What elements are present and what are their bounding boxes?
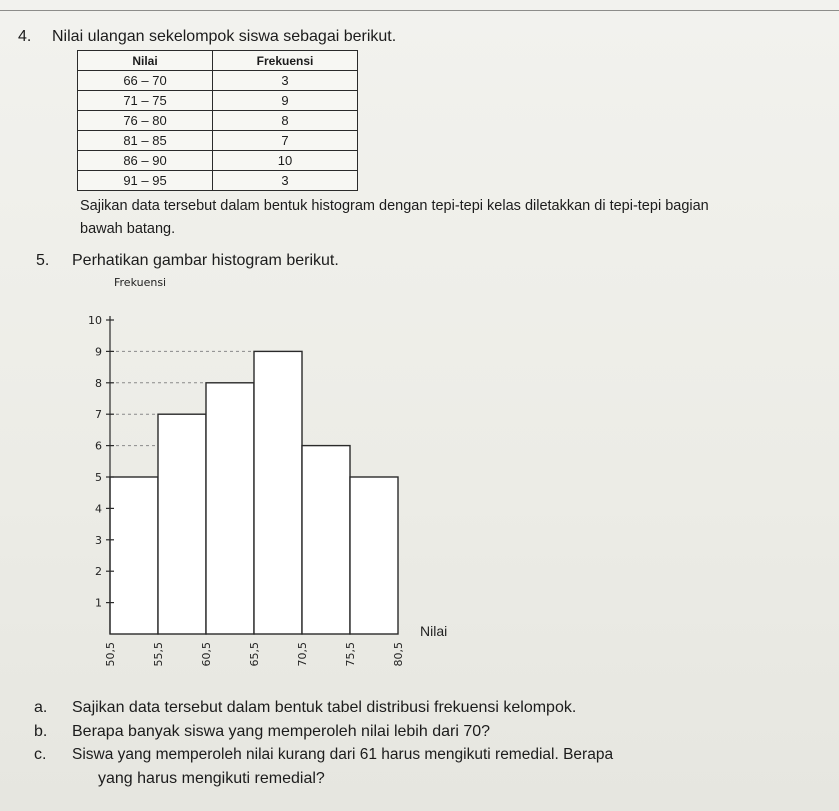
table-cell-frekuensi: 9 [213, 91, 358, 111]
page-top-rule [0, 10, 839, 11]
table-cell-nilai: 76 – 80 [78, 111, 213, 131]
y-tick-label: 7 [95, 408, 102, 422]
table-cell-nilai: 71 – 75 [78, 91, 213, 111]
table-cell-nilai: 91 – 95 [78, 171, 213, 191]
y-tick-label: 4 [95, 502, 102, 516]
sub-question-c-label: c. [34, 746, 47, 763]
histogram-bar [206, 383, 254, 634]
y-axis-title: Frekuensi [114, 276, 167, 289]
x-tick-label: 70,5 [296, 642, 309, 667]
sub-question-c-text-continued: yang harus mengikuti remedial? [98, 770, 325, 787]
x-tick-label: 55,5 [152, 642, 165, 667]
y-tick-label: 6 [95, 439, 102, 453]
question-4-text: Nilai ulangan sekelompok siswa sebagai berikut. [52, 28, 397, 45]
table-header-frekuensi: Frekuensi [213, 51, 358, 71]
table-row [78, 111, 358, 131]
histogram-chart [70, 270, 510, 670]
x-tick-label: 50,5 [104, 642, 117, 667]
histogram-bar [302, 446, 350, 634]
table-cell-nilai: 81 – 85 [78, 131, 213, 151]
table-row [78, 151, 358, 171]
histogram-bar [110, 477, 158, 634]
sub-question-a-label: a. [34, 699, 48, 716]
question-4-number: 4. [18, 28, 32, 45]
question-5-text: Perhatikan gambar histogram berikut. [72, 252, 339, 269]
table-row [78, 131, 358, 151]
table-cell-nilai: 86 – 90 [78, 151, 213, 171]
x-tick-label: 60,5 [200, 642, 213, 667]
y-tick-label: 5 [95, 471, 102, 484]
x-axis-title: Nilai [420, 623, 448, 639]
x-tick-label: 75,5 [344, 642, 357, 667]
histogram-bar [350, 477, 398, 634]
question-4-instruction-continued: bawah batang. [80, 221, 176, 237]
question-4-instruction: Sajikan data tersebut dalam bentuk histogram dengan tepi-tepi kelas diletakkan di tepi-tepi bagian [80, 198, 709, 214]
table-header-nilai: Nilai [78, 51, 213, 71]
table-header-row [78, 51, 358, 71]
x-tick-label: 65,5 [248, 642, 261, 667]
table-row [78, 91, 358, 111]
table-cell-frekuensi: 3 [213, 171, 358, 191]
table-cell-frekuensi: 3 [213, 71, 358, 91]
table-cell-frekuensi: 7 [213, 131, 358, 151]
histogram-bar [254, 351, 302, 634]
sub-question-b-label: b. [34, 723, 48, 740]
y-tick-label: 1 [95, 596, 102, 610]
y-tick-label: 10 [88, 314, 102, 327]
table-row [78, 171, 358, 191]
sub-question-c-text: Siswa yang memperoleh nilai kurang dari 61 harus mengikuti remedial. Berapa [72, 746, 614, 763]
y-tick-label: 9 [95, 345, 102, 359]
table-cell-nilai: 66 – 70 [78, 71, 213, 91]
histogram-bar [158, 414, 206, 634]
table-cell-frekuensi: 8 [213, 111, 358, 131]
question-5-number: 5. [36, 252, 50, 269]
y-tick-label: 8 [95, 376, 102, 390]
x-tick-label: 80,5 [392, 642, 405, 667]
frequency-table [77, 50, 358, 191]
table-row [78, 71, 358, 91]
sub-question-b-text: Berapa banyak siswa yang memperoleh nilai lebih dari 70? [72, 723, 491, 740]
y-tick-label: 3 [95, 533, 102, 547]
y-tick-label: 2 [95, 565, 102, 579]
table-cell-frekuensi: 10 [213, 151, 358, 171]
sub-question-a-text: Sajikan data tersebut dalam bentuk tabel distribusi frekuensi kelompok. [72, 699, 577, 716]
